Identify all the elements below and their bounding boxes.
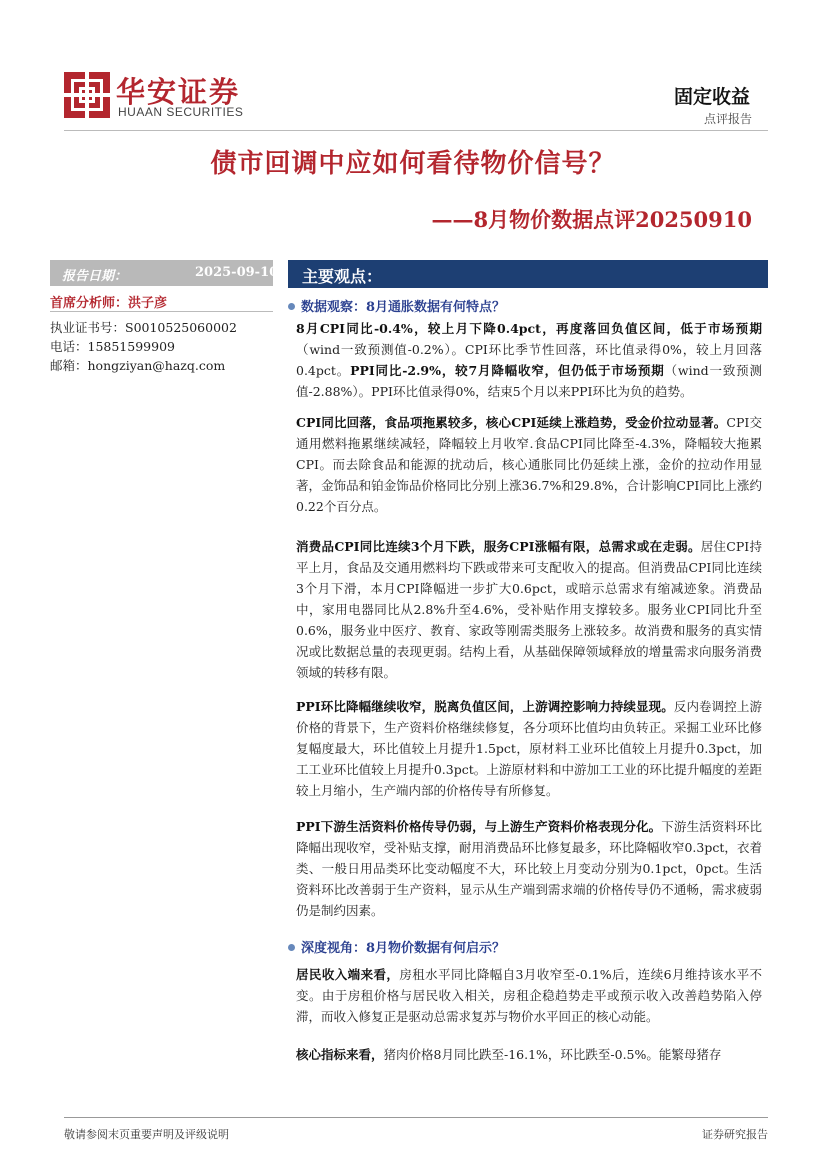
paragraph-body: 居住CPI持平上月，食品及交通用燃料均下跌或带来可支配收入的提高。但消费品CPI同比连续3个月下滑，本月CPI降幅进一步扩大0.6pct，或暗示总需求有缩减迹象。消费品中，家用电器同比从2.8%升至4.6%，受补贴作用支撑较多。服务业CPI同比升至0.6%，服务业中医疗、教育、家政等刚需类服务上涨较多。故消费和服务的真实情况或比数据总量的表现更弱。结构上看，从基础保障领域释放的增量需求向服务消费领域的转移有限。	[296, 539, 762, 680]
report-subtitle: ——8月物价数据点评20250910	[431, 207, 752, 232]
report-date-value: 2025-09-10	[195, 265, 279, 280]
report-title: 债市回调中应如何看待物价信号？	[210, 149, 616, 179]
main-points-title: 主要观点：	[302, 267, 383, 286]
analyst-divider	[50, 311, 273, 312]
paragraph-lead: CPI同比回落，食品项拖累较多，核心CPI延续上涨趋势，受金价拉动显著。	[296, 415, 727, 430]
paragraph-household-income	[296, 964, 762, 1027]
analyst-phone: 电话：15851599909	[50, 339, 175, 354]
company-name-en: HUAAN SECURITIES	[118, 105, 244, 119]
paragraph-lead: 核心指标来看，	[296, 1047, 384, 1062]
paragraph-body: 反内卷调控上游价格的背景下，生产资料价格继续修复，各分项环比值均由负转正。采掘工业环比修复幅度最大，环比值较上月提升1.5pct，原材料工业环比值较上月提升0.3pct，加工工业环比值较上月提升0.3pct。上游原材料和中游加工工业的环比提升幅度的差距较上月缩小，生产端内部的价格传导有所修复。	[296, 699, 762, 798]
paragraph-body: 房租水平同比降幅自3月收窄至-0.1%后，连续6月维持该水平不变。由于房租价格与居民收入相关，房租企稳趋势走平或预示收入改善趋势陷入停滞，而收入修复正是驱动总需求复苏与物价水平回正的核心动能。	[296, 967, 762, 1024]
paragraph-body: 下游生活资料环比降幅出现收窄，受补贴支撑，耐用消费品环比修复最多，环比降幅收窄0.3pct，衣着类、一般日用品类环比变动幅度不大，环比较上月变动分别为0.1pct，0pct。生活资料环比改善弱于生产资料，显示从生产端到需求端的价格传导仍不通畅，需求疲弱仍是制约因素。	[296, 819, 762, 918]
bullet-dot-icon	[288, 303, 295, 310]
paragraph-lead: PPI同比-2.9%，较7月降幅收窄，但仍低于市场预期	[350, 363, 665, 378]
company-name-cn: 华安证券	[116, 75, 241, 109]
analyst-email: 邮箱：hongziyan@hazq.com	[50, 358, 226, 373]
footer-divider	[64, 1117, 768, 1118]
section-bullet-deep-view	[288, 937, 505, 956]
paragraph-lead: PPI下游生活资料价格传导仍弱，与上游生产资料价格表现分化。	[296, 819, 662, 834]
paragraph-cpi-decline	[296, 412, 762, 517]
analyst-name: 首席分析师：洪子彦	[50, 296, 168, 311]
footer-disclaimer: 敬请参阅末页重要声明及评级说明	[64, 1128, 229, 1141]
paragraph-body: （wind一致预测值-2.88%）。PPI环比值录得0%，结束5个月以来PPI环比为负的趋势。	[296, 363, 762, 399]
paragraph-body: CPI交通用燃料拖累继续减轻，降幅较上月收窄.食品CPI同比降至-4.3%，降幅较大拖累CPI。而去除食品和能源的扰动后，核心通胀同比仍延续上涨，金价的拉动作用显著，金饰品和铂金饰品价格同比分别上涨36.7%和29.8%，合计影响CPI同比上涨约0.22个百分点。	[296, 415, 762, 514]
paragraph-core-indicators	[296, 1044, 762, 1065]
paragraph-ppi-downstream	[296, 816, 762, 921]
bullet-text: 深度视角：8月物价数据有何启示？	[301, 941, 506, 956]
analyst-license: 执业证书号：S0010525060002	[50, 320, 237, 335]
section-bullet-data-observation	[288, 296, 505, 315]
document-type: 固定收益	[673, 86, 750, 108]
paragraph-lead: 消费品CPI同比连续3个月下跌，服务CPI涨幅有限，总需求或在走弱。	[296, 539, 701, 554]
header-divider	[64, 130, 768, 131]
paragraph-lead: PPI环比降幅继续收窄，脱离负值区间，上游调控影响力持续显现。	[296, 699, 674, 714]
footer-report-type: 证券研究报告	[702, 1128, 768, 1141]
document-subtype: 点评报告	[703, 112, 752, 126]
paragraph-lead: 8月CPI同比-0.4%，较上月下降0.4pct，再度落回负值区间，低于市场预期	[296, 321, 762, 336]
paragraph-cpi-ppi-overview	[296, 318, 762, 402]
company-logo-icon	[64, 72, 110, 118]
bullet-text: 数据观察：8月通胀数据有何特点？	[301, 300, 506, 315]
paragraph-consumer-cpi	[296, 536, 762, 683]
paragraph-ppi-narrowing	[296, 696, 762, 801]
bullet-dot-icon	[288, 944, 295, 951]
paragraph-body: 猪肉价格8月同比跌至-16.1%，环比跌至-0.5%。能繁母猪存	[383, 1047, 722, 1062]
paragraph-lead: 居民收入端来看，	[296, 967, 400, 982]
paragraph-body: （wind一致预测值-0.2%）。CPI环比季节性回落，环比值录得0%，较上月回落0.4pct。	[296, 342, 762, 378]
report-date-label: 报告日期：	[62, 269, 128, 284]
